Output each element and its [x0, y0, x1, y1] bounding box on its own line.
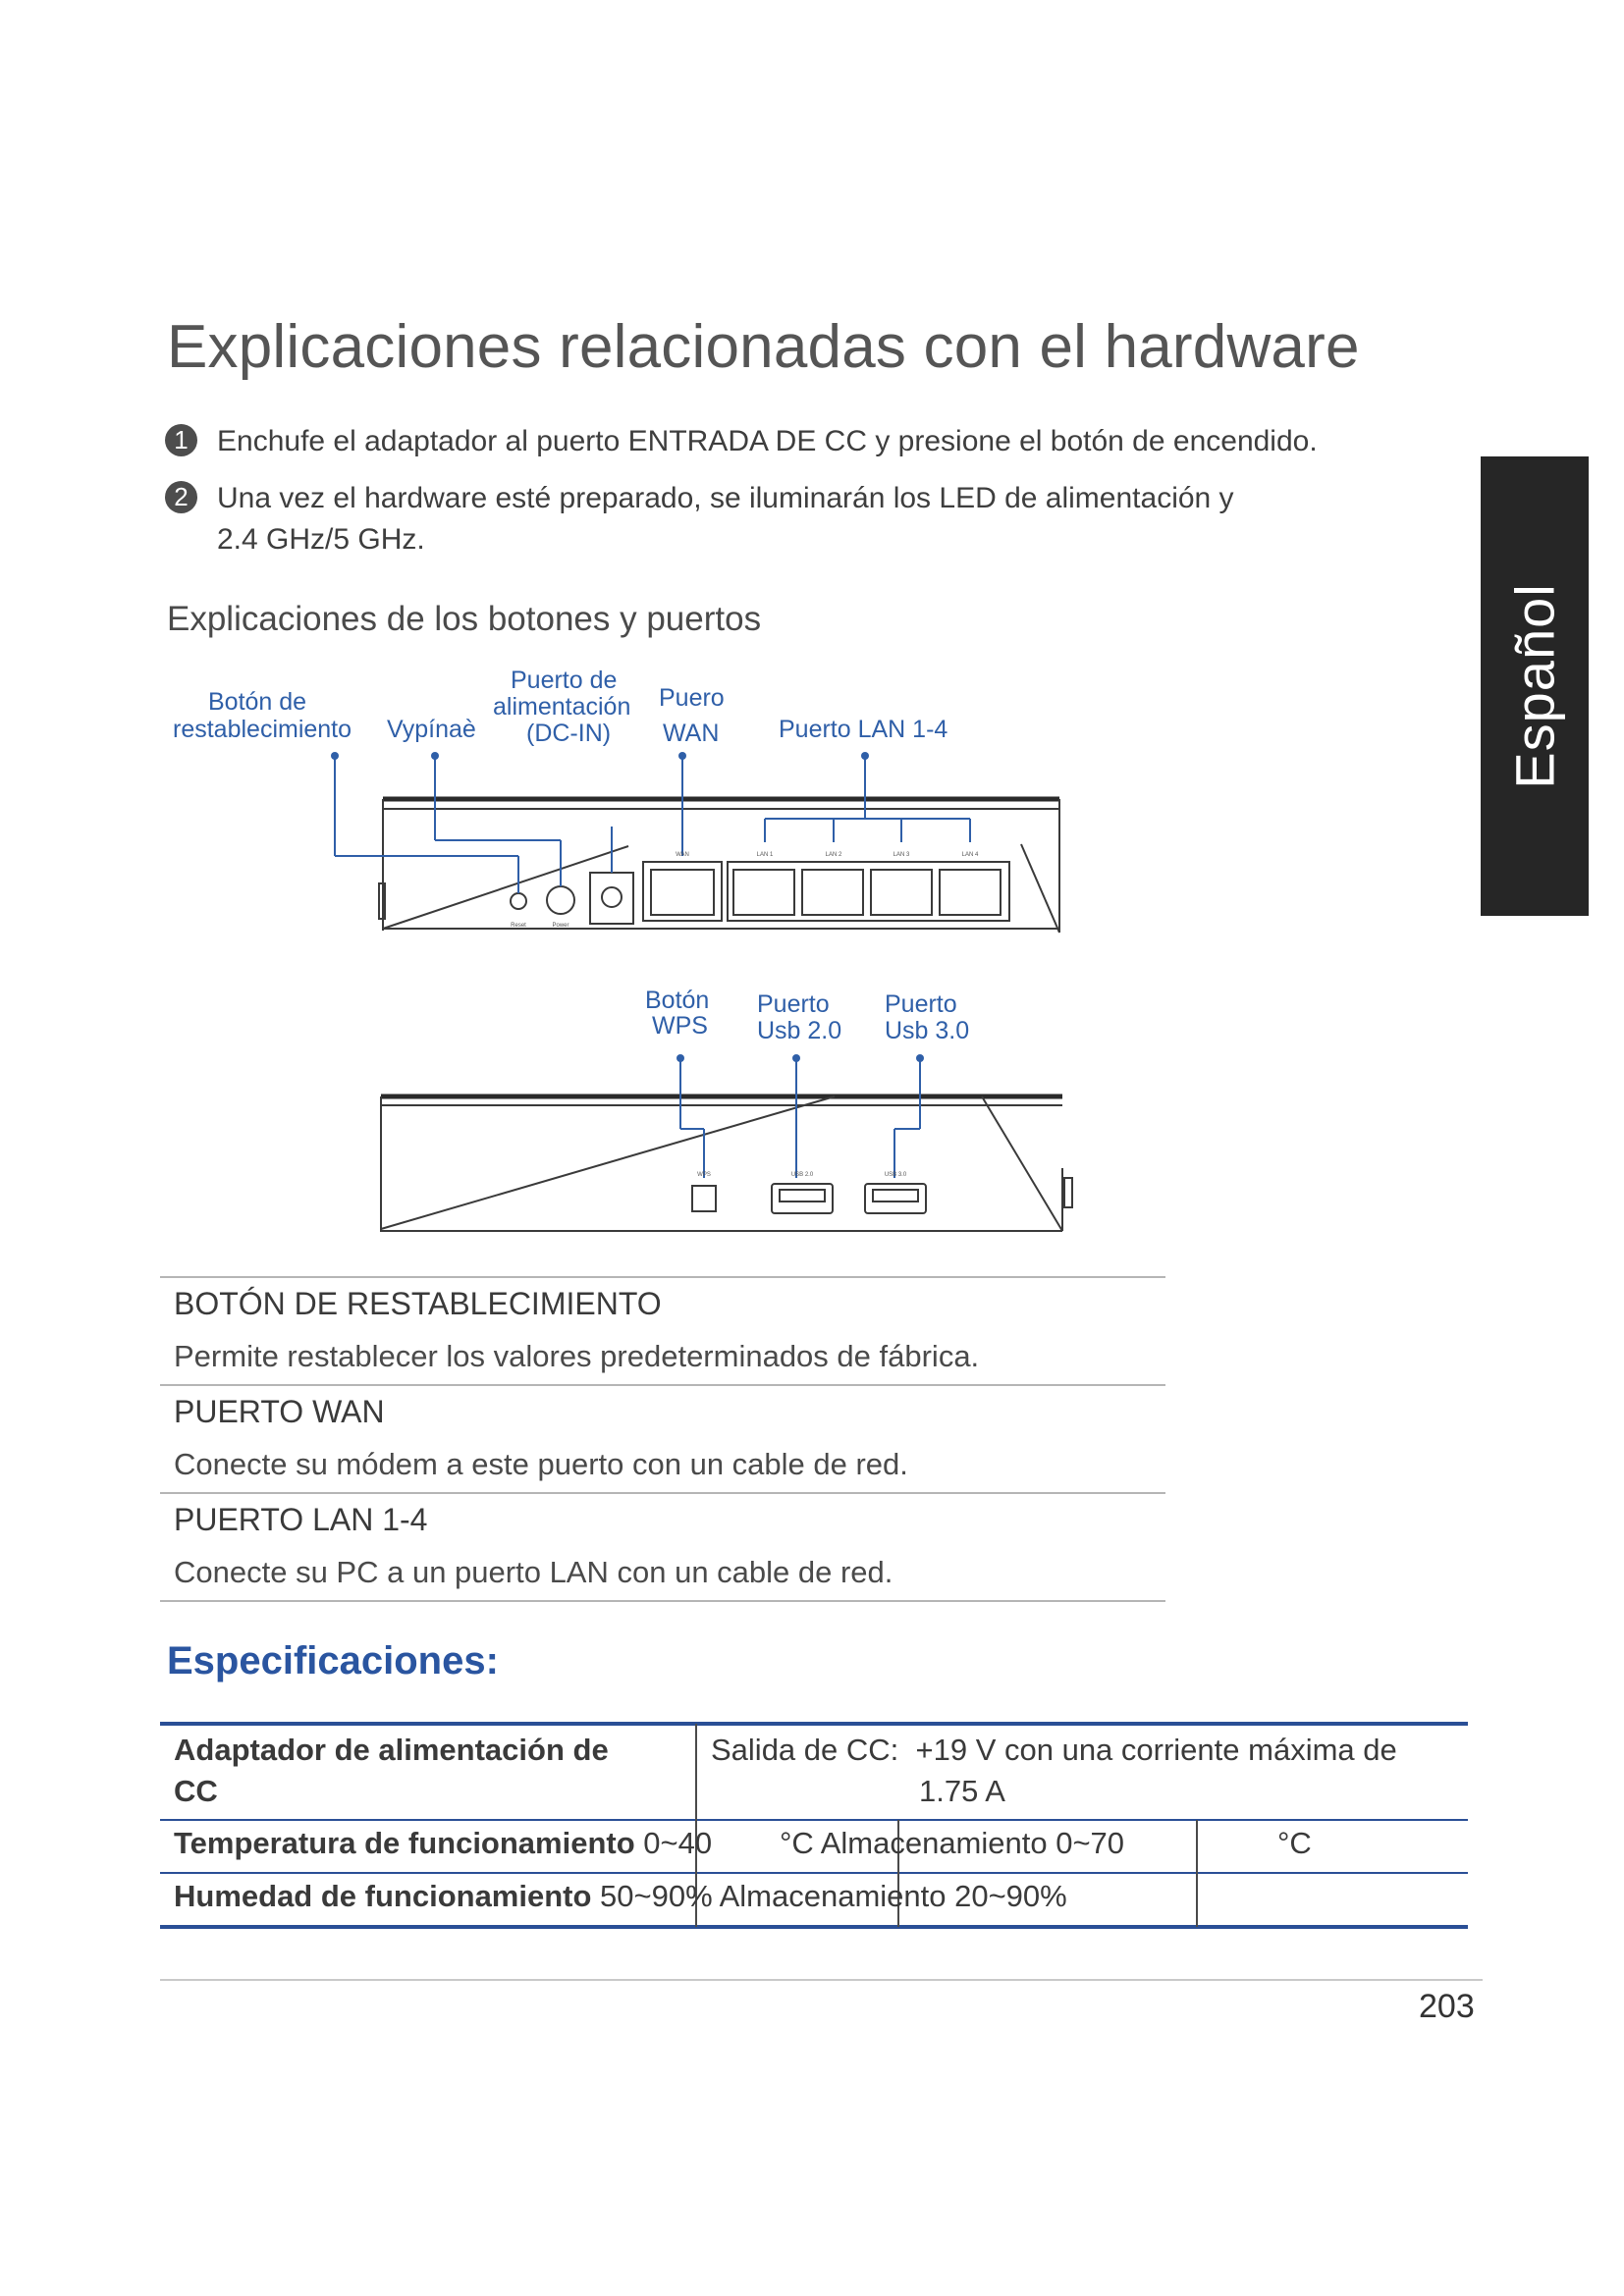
page-title: Explicaciones relacionadas con el hardware — [167, 313, 1360, 381]
desc-body-reset: Permite restablecer los valores predeterminados de fábrica. — [160, 1329, 1165, 1386]
label-lan: Puerto LAN 1-4 — [779, 716, 948, 743]
spec-row-humidity — [160, 1873, 1468, 1927]
desc-body-lan: Conecte su PC a un puerto LAN con un cable de red. — [160, 1545, 1165, 1602]
reset-button-icon — [511, 893, 526, 909]
mark-wan: WAN — [676, 852, 689, 858]
label-dcin-line2: alimentación — [493, 693, 631, 721]
power-button-icon — [547, 886, 574, 914]
spec-unit-temperature: °C — [780, 1826, 814, 1860]
spec-label-temperature: Temperatura de funcionamiento — [174, 1826, 635, 1860]
label-usb2-line1: Puerto — [757, 990, 830, 1018]
page-number: 203 — [1419, 1988, 1475, 2025]
spec-storage-humidity: Almacenamiento 20~90% — [719, 1879, 1067, 1913]
spec-value-temperature: 0~40 — [643, 1826, 713, 1860]
desc-heading-lan: PUERTO LAN 1-4 — [174, 1502, 428, 1537]
spec-row-power — [160, 1722, 1468, 1820]
footer-rule — [160, 1979, 1483, 1981]
desc-heading-reset: BOTÓN DE RESTABLECIMIENTO — [174, 1286, 662, 1321]
label-usb2-line2: Usb 2.0 — [757, 1017, 842, 1044]
label-reset-line2: restablecimiento — [173, 716, 352, 743]
label-wps-line2: WPS — [652, 1012, 708, 1040]
step-2-text: Una vez el hardware esté preparado, se iluminarán los LED de alimentación y — [217, 482, 1234, 514]
label-dcin-line3: (DC-IN) — [526, 720, 612, 747]
label-power: Vypínaè — [387, 716, 476, 743]
step-1-text: Enchufe el adaptador al puerto ENTRADA DE CC y presione el botón de encendido. — [217, 425, 1318, 457]
language-tab-label: Español — [1503, 583, 1566, 789]
front-panel — [381, 1054, 1072, 1232]
mark-lan1: LAN 1 — [756, 852, 774, 858]
spec-value-humidity: 50~90% — [600, 1879, 713, 1913]
dcin-port-icon — [590, 873, 633, 924]
wps-button-icon — [692, 1186, 716, 1211]
usb2-port-icon — [772, 1184, 833, 1213]
step-2-continuation: 2.4 GHz/5 GHz. — [217, 523, 425, 556]
mark-wps: WPS — [697, 1172, 711, 1178]
mark-lan4: LAN 4 — [961, 852, 979, 858]
label-wps-line1: Botón — [645, 987, 710, 1014]
specs-title: Especificaciones: — [167, 1639, 499, 1682]
label-dcin-line1: Puerto de — [511, 667, 618, 694]
spec-storage-temperature: Almacenamiento 0~70 — [820, 1826, 1125, 1860]
spec-label-power — [174, 1730, 609, 1812]
label-reset-line1: Botón de — [208, 688, 307, 716]
spec-row-temperature — [160, 1820, 1468, 1873]
label-wan-line1: Puero — [659, 684, 725, 712]
mark-lan2: LAN 2 — [825, 852, 842, 858]
spec-value-power-line1: Salida de CC: +19 V con una corriente máxima de — [711, 1733, 1397, 1767]
mark-reset: Reset — [511, 923, 526, 929]
spec-label-power-line2: CC — [174, 1774, 218, 1808]
spec-value-power — [711, 1730, 1467, 1812]
rear-panel — [331, 752, 1059, 933]
spec-label-humidity: Humedad de funcionamiento — [174, 1879, 592, 1913]
mark-power: Power — [552, 923, 569, 929]
desc-body-wan: Conecte su módem a este puerto con un cable de red. — [160, 1437, 1165, 1494]
label-wan-line2: WAN — [663, 720, 720, 747]
mark-lan3: LAN 3 — [893, 852, 910, 858]
spec-storage-temperature-unit: °C — [1277, 1826, 1312, 1860]
mark-usb3: USB 3.0 — [884, 1172, 907, 1178]
step-number-1: 1 — [165, 424, 197, 456]
label-usb3-line2: Usb 3.0 — [885, 1017, 970, 1044]
usb3-port-icon — [865, 1184, 926, 1213]
spec-value-power-line2: 1.75 A — [919, 1774, 1005, 1808]
ports-description-table — [160, 1276, 1165, 1602]
step-number-2: 2 — [165, 481, 197, 513]
desc-heading-wan: PUERTO WAN — [174, 1394, 385, 1429]
specs-table — [160, 1722, 1468, 1927]
mark-usb2: USB 2.0 — [790, 1172, 814, 1178]
spec-label-power-line1: Adaptador de alimentación de — [174, 1733, 609, 1767]
label-usb3-line1: Puerto — [885, 990, 957, 1018]
section-subtitle: Explicaciones de los botones y puertos — [167, 600, 762, 638]
